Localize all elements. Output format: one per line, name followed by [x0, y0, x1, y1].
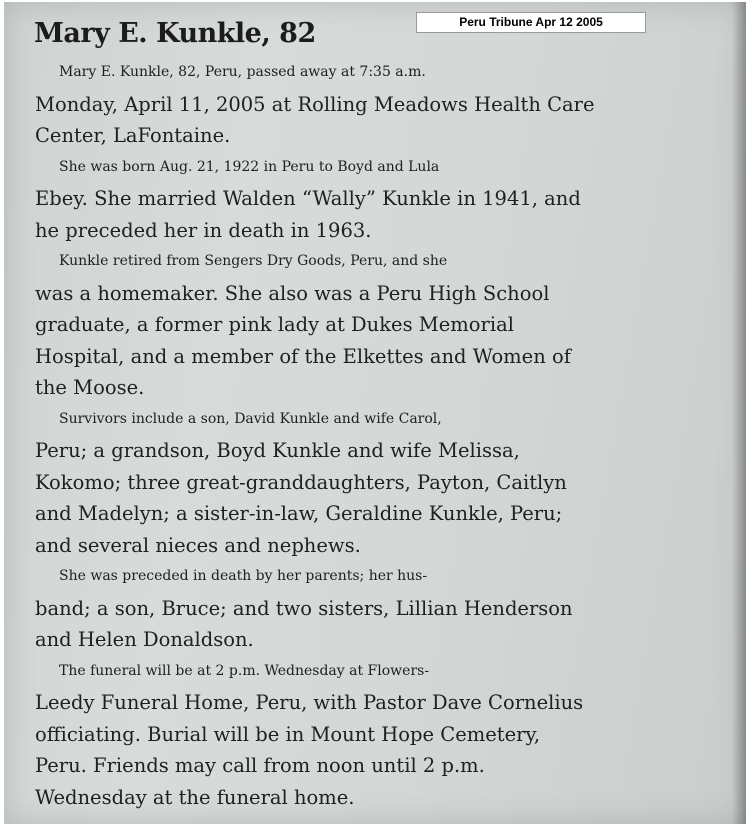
text-line: She was born Aug. 21, 1922 in Peru to Boyd and Lula — [59, 158, 440, 175]
newspaper-clipping — [4, 2, 746, 824]
text-line: Survivors include a son, David Kunkle and wife Carol, — [59, 410, 442, 427]
text-line: band; a son, Bruce; and two sisters, Lillian Henderson — [35, 596, 573, 620]
paragraph-funeral — [35, 656, 735, 814]
text-line: Kunkle retired from Sengers Dry Goods, Peru, and she — [59, 253, 448, 269]
text-line: She was preceded in death by her parents; her hus- — [59, 568, 428, 584]
text-line: was a homemaker. She also was a Peru High School — [35, 281, 550, 305]
text-line: Kokomo; three great-granddaughters, Payton, Caitlyn — [35, 470, 567, 494]
source-label: Peru Tribune Apr 12 2005 — [416, 12, 646, 33]
text-line: Peru. Friends may call from noon until 2 p.m. — [35, 754, 485, 777]
text-line: he preceded her in death in 1963. — [35, 218, 372, 242]
text-line: and Helen Donaldson. — [35, 628, 254, 651]
text-line: the Moose. — [35, 376, 145, 399]
text-line: Center, LaFontaine. — [35, 124, 231, 147]
text-line: Peru; a grandson, Boyd Kunkle and wife Melissa, — [35, 439, 520, 462]
text-line: and Madelyn; a sister-in-law, Geraldine Kunkle, Peru; — [35, 502, 563, 525]
text-line: Ebey. She married Walden “Wally” Kunkle in 1941, and — [35, 187, 581, 210]
paragraph-birth-marriage — [35, 152, 735, 247]
text-line: graduate, a former pink lady at Dukes Memorial — [35, 313, 514, 336]
paragraph-survivors — [35, 404, 735, 562]
text-line: Mary E. Kunkle, 82, Peru, passed away at 7:35 a.m. — [59, 64, 426, 80]
text-line: Monday, April 11, 2005 at Rolling Meadows Health Care — [35, 92, 595, 116]
text-line: Wednesday at the funeral home. — [35, 785, 355, 809]
paragraph-preceded — [35, 561, 735, 656]
text-line: Leedy Funeral Home, Peru, with Pastor Dave Cornelius — [35, 691, 584, 714]
paragraph-death-notice — [35, 57, 735, 152]
obituary-body — [35, 57, 735, 813]
text-line: The funeral will be at 2 p.m. Wednesday at Flowers- — [59, 662, 430, 679]
paragraph-career — [35, 246, 735, 404]
text-line: officiating. Burial will be in Mount Hope Cemetery, — [35, 722, 541, 746]
text-line: and several nieces and nephews. — [35, 533, 361, 557]
text-line: Hospital, and a member of the Elkettes and Women of — [35, 344, 571, 368]
obituary-headline: Mary E. Kunkle, 82 — [34, 18, 316, 49]
